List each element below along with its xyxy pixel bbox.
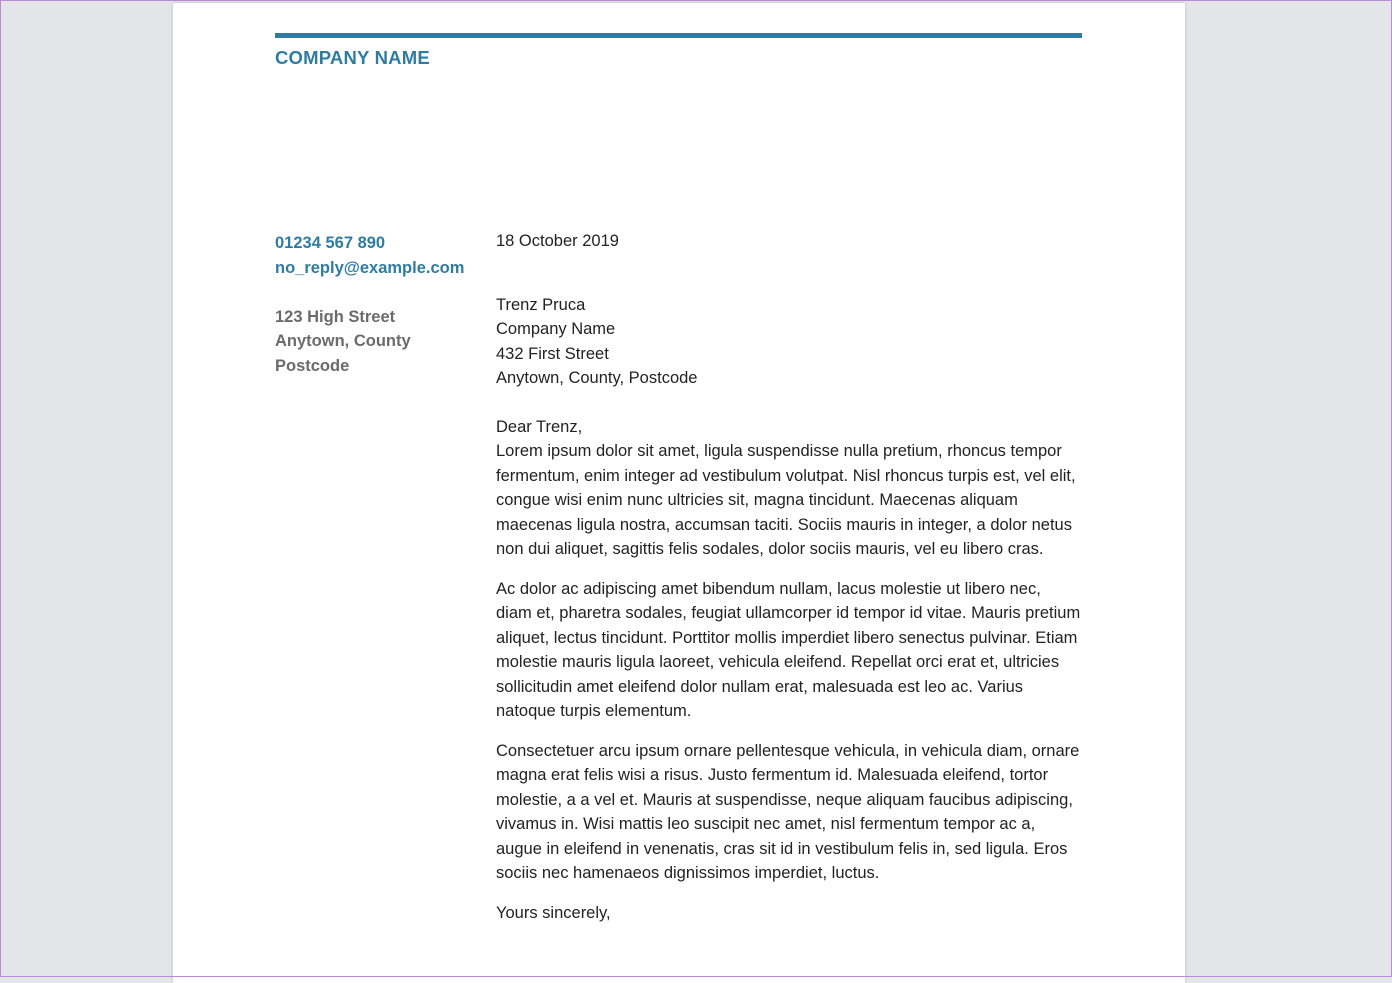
sender-email[interactable]: no_reply@example.com [275, 258, 465, 277]
paragraph-line[interactable]: Ac dolor ac adipiscing amet bibendum nullam, lacus molestie ut libero nec, [496, 579, 1041, 598]
paragraph-1 [496, 415, 1086, 562]
paragraph-line[interactable]: magna erat felis wisi a risus. Justo fermentum id. Malesuada eleifend, tortor [496, 766, 1049, 784]
sender-address [275, 305, 490, 379]
paragraph-2 [496, 577, 1086, 724]
paragraph-line[interactable]: Consectetuer arcu ipsum ornare pellentesque vehicula, in vehicula diam, ornare [496, 741, 1080, 760]
paragraph-line[interactable]: natoque turpis elementum. [496, 702, 692, 720]
closing-text[interactable]: Yours sincerely, [496, 903, 611, 922]
sender-address-line[interactable]: Postcode [275, 356, 350, 375]
sender-phone[interactable]: 01234 567 890 [275, 234, 386, 252]
salutation[interactable]: Dear Trenz, [496, 417, 583, 436]
company-name-heading[interactable]: COMPANY NAME [275, 47, 430, 68]
recipient-line[interactable]: 432 First Street [496, 344, 609, 363]
recipient-line[interactable]: Anytown, County, Postcode [496, 369, 698, 387]
paragraph-line[interactable]: molestie mauris ligula laoreet, vehicula eleifend. Repellat orci erat et, ultricies [496, 653, 1060, 671]
paragraph-line[interactable]: sollicitudin amet eleifend dolor nullam erat, malesuada est leo ac. Varius [496, 677, 1024, 696]
paragraph-line[interactable]: fermentum, enim integer ad vestibulum volutpat. Nisl rhoncus turpis est, vel elit, [496, 466, 1076, 485]
header-rule [275, 33, 1082, 38]
paragraph-line[interactable]: congue wisi enim nunc ultricies sit, magna tincidunt. Maecenas aliquam [496, 491, 1018, 509]
paragraph-line[interactable]: sociis nec hamenaeos dignissimos imperdiet, luctus. [496, 864, 880, 882]
document-page [173, 3, 1185, 983]
paragraph-line[interactable]: diam et, pharetra sodales, feugiat ullamcorper id tempor id vitae. Mauris pretium [496, 604, 1081, 622]
date-text[interactable]: 18 October 2019 [496, 232, 619, 250]
recipient-line[interactable]: Company Name [496, 320, 616, 338]
paragraph-3 [496, 739, 1086, 886]
paragraph-line[interactable]: aliquet, lectus tincidunt. Porttitor mollis imperdiet libero senectus pulvinar. Etiam [496, 628, 1078, 647]
recipient-line[interactable]: Trenz Pruca [496, 295, 586, 314]
letter-body [496, 229, 1086, 925]
paragraph-line[interactable]: Lorem ipsum dolor sit amet, ligula suspendisse nulla pretium, rhoncus tempor [496, 442, 1062, 460]
closing [496, 901, 1086, 926]
paragraph-line[interactable]: vivamus in. Wisi mattis leo suscipit nec amet, nisl fermentum tempor ac a, [496, 815, 1036, 833]
recipient-address [496, 293, 1086, 391]
sender-address-line[interactable]: 123 High Street [275, 307, 396, 326]
paragraph-line[interactable]: maecenas ligula nostra, accumsan taciti. Sociis mauris in integer, a dolor netus [496, 515, 1072, 534]
letter-date [496, 229, 1086, 254]
paragraph-line[interactable]: augue in eleifend in venenatis, cras sit id in vestibulum felis in, sed ligula. Eros [496, 839, 1068, 858]
paragraph-line[interactable]: non dui aliquet, sagittis felis sodales, dolor sociis mauris, vel eu libero cras. [496, 540, 1044, 558]
paragraph-line[interactable]: molestie, a a vel et. Mauris at suspendisse, neque aliquam faucibus adipiscing, [496, 790, 1073, 809]
sender-contact [275, 231, 490, 280]
sender-address-line[interactable]: Anytown, County [275, 332, 411, 350]
sender-sidebar [275, 231, 490, 378]
